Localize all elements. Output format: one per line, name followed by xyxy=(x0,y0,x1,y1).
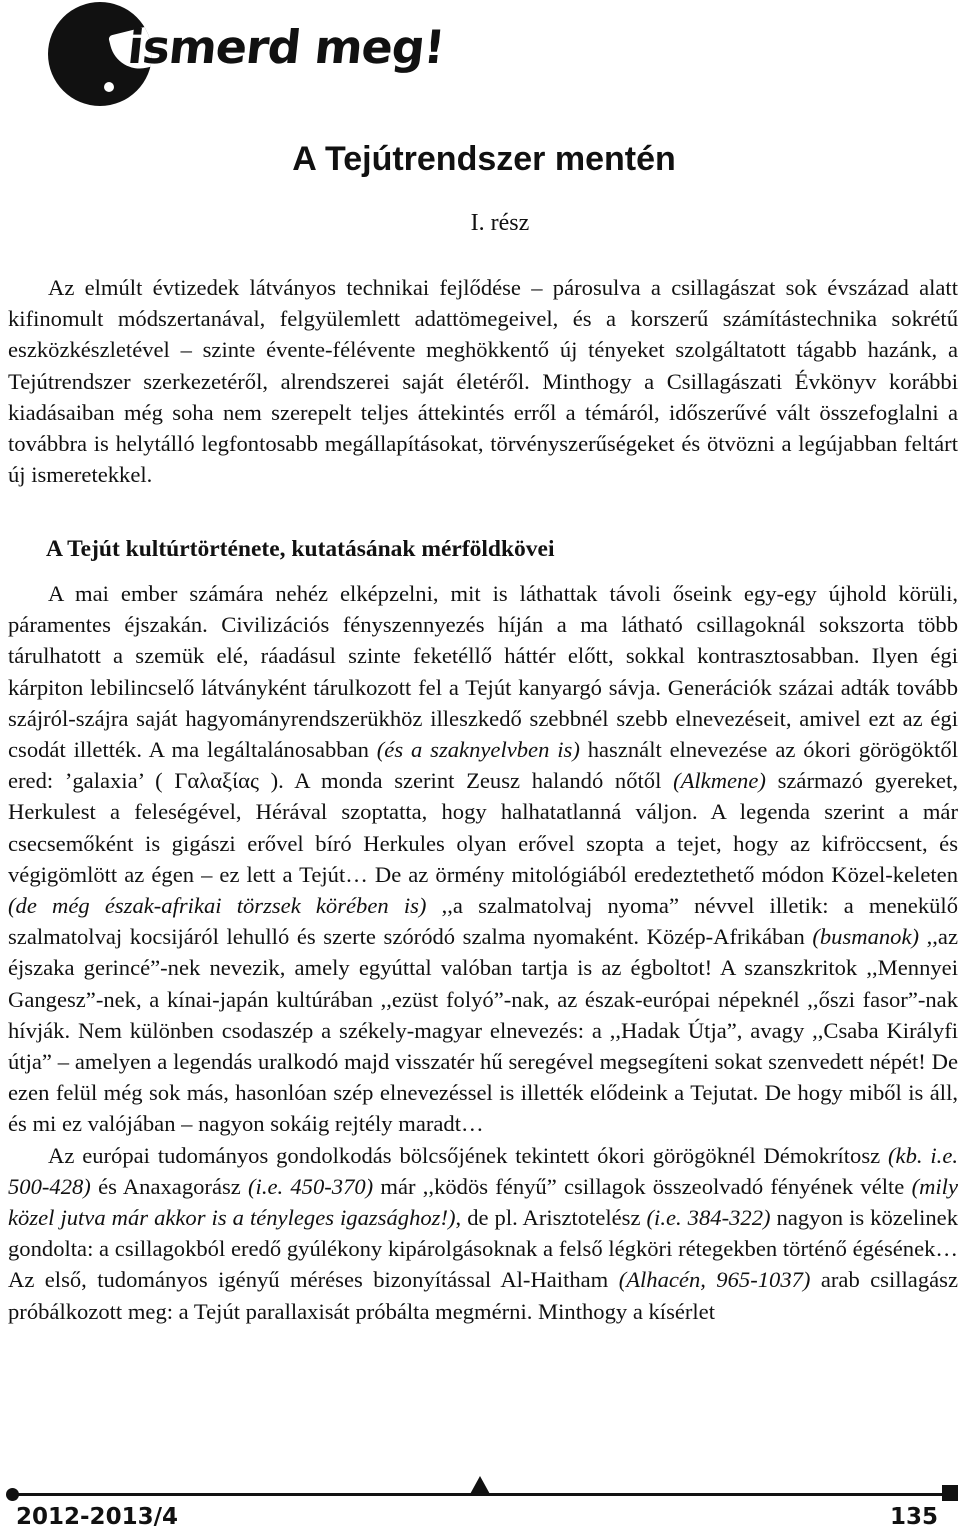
body-paragraph-1 xyxy=(8,578,958,1140)
intro-section xyxy=(8,272,958,490)
text-run: arab csillagász próbálkozott meg: a Tejút parallaxisát próbálta megmérni. Minthogy a kísérlet xyxy=(8,1267,958,1324)
italic-run: (i.e. 384-322) xyxy=(646,1205,771,1231)
text-run: és Anaxagorász xyxy=(90,1173,249,1199)
text-run: nagyon is közelinek gondolta: a csillagokból eredő gyúlékony kipárolgásoknak a felső légköri rétegekben történő égésének… Az első, tudományos igényű méréses bizonyítással Al-Haitham xyxy=(8,1205,958,1293)
logo-dot xyxy=(104,82,114,92)
italic-run: (Alkmene) xyxy=(673,768,766,794)
text-run: használt elnevezése az ókori görögöktől ered: ’galaxia’ ( Γαλαξίας ). A monda szerint Zeusz halandó nőtől xyxy=(8,737,958,794)
magazine-logo xyxy=(44,0,447,115)
text-run: ,,a szalmatolvaj nyoma” névvel illetik: a menekülő szalmatolvaj kocsijáról lehulló és szerte szóródó szalma nyomaként. Közép-Afrikában xyxy=(8,893,959,950)
text-run: már ,,ködös fényű” csillagok összeolvadó fényének vélte xyxy=(373,1173,912,1199)
italic-run: (Alhacén, 965-1037) xyxy=(618,1267,811,1293)
text-run: A mai ember számára nehéz elképzelni, mit is láthattak távoli őseink egy-egy újhold körüli, páramentes éjszakán. Civilizációs fényszennyezés híján a ma látható csillagoknál sokszorta több tárulhatott a szemük elé, ráadásul szinte feketéllő háttér előtt, sokkal kontrasztosabban. Ilyen égi kárpiton lebilincselő látványként tárulkozott fel a Tejút kanyargó sávja. Generációk százai adták tovább szájról-szájra saját hagyományrendszerükhöz illeszkedő szebbnél szebb elnevezéseit, amivel ezt az égi csodát illették. A ma legáltalánosabban xyxy=(8,581,958,763)
article-title: A Tejútrendszer mentén xyxy=(292,140,676,178)
footer-triangle-icon xyxy=(469,1476,491,1496)
section-heading: A Tejút kultúrtörténete, kutatásának mérföldkövei xyxy=(46,536,555,562)
italic-run: (és a szaknyelvben is) xyxy=(376,737,580,763)
body-paragraph-2 xyxy=(8,1140,958,1327)
italic-run: (kb. i.e. 500-428) xyxy=(8,1142,958,1199)
logo-text: ismerd meg! xyxy=(125,20,447,74)
issue-number: 2012-2013/4 xyxy=(16,1504,178,1530)
culture-history-section xyxy=(8,578,958,1327)
page-number: 135 xyxy=(889,1504,938,1530)
footer-circle-icon xyxy=(6,1488,19,1501)
article-part: I. rész xyxy=(470,210,530,236)
text-run: ,,az éjszaka gerincé”-nek nevezik, amely egyúttal valóban tartja is az égboltot! A szanszkritok ,,Mennyei Gangesz”-nek, a kínai-japán kultúrában ,,ezüst folyó”-nak, az észak-európai népeknél ,,őszi fasor”-nak hívják. Nem különben csodaszép a székely-magyar elnevezés: a ,,Hadak Útja”, avagy ,,Csaba Királyfi útja” – amelyen a legendás uralkodó majd visszatér hű seregével megsegíteni sokat szenvedett népét! De ezen felül még sok más, hasonlóan szép elnevezéssel is illették elődeink a Tejutat. De hogy miből is áll, és mi ez valójában – nagyon sokáig rejtély maradt… xyxy=(8,924,958,1137)
page-footer xyxy=(0,1474,960,1534)
italic-run: (busmanok) xyxy=(812,924,920,950)
italic-run: (mily közel jutva már akkor is a tényleges igazsághoz!) xyxy=(8,1173,958,1231)
text-run: , de pl. Arisztotelész xyxy=(455,1205,647,1231)
footer-square-icon xyxy=(942,1485,958,1501)
italic-run: (i.e. 450-370) xyxy=(248,1173,374,1199)
italic-run: (de még észak-afrikai törzsek körében is) xyxy=(8,893,427,919)
text-run: Az európai tudományos gondolkodás bölcsőjének tekintett ókori görögöknél Démokrítosz xyxy=(48,1142,889,1168)
intro-paragraph: Az elmúlt évtizedek látványos technikai fejlődése – párosulva a csillagászat sok évszázad alatt kifinomult módszertanával, felgyülemlett adattömegeivel, és a korszerű számítástechnika sokrétű eszközkészletével – szinte évente-félévente meghökkentő új tényeket szolgáltatott tágabb hazánk, a Tejútrendszer szerkezetéről, alrendszerei saját életéről. Minthogy a Csillagászati Évkönyv korábbi kiadásaiban még soha nem szerepelt teljes áttekintés erről a témáról, időszerűvé vált összefoglalni a továbbra is helytálló legfontosabb megállapításokat, törvényszerűségeket és ötvözni a legújabban feltárt új ismeretekkel. xyxy=(8,275,958,488)
text-run: származó gyereket, Herkulest a feleségével, Hérával szoptatta, hogy halhatatlanná váljon. A legenda szerint a már csecsemőként is gigászi erővel bíró Herkules olyan erővel szopta a tejet, hogy az kifröccsent, és végigömlött az égen – ez lett a Tejút… De az örmény mitológiából eredeztethető módon Közel-keleten xyxy=(8,768,959,887)
